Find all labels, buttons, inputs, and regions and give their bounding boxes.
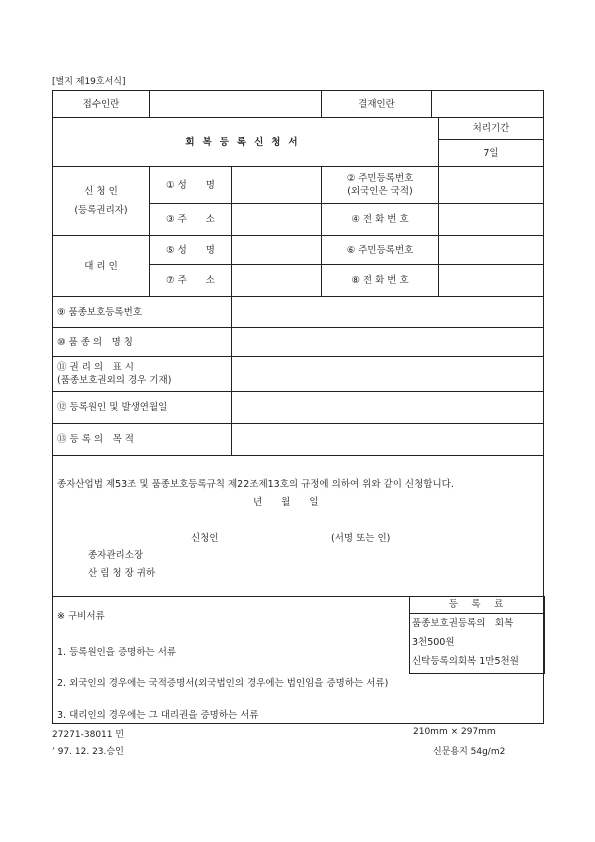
agent-address-label: ⑦ 주 소 bbox=[150, 265, 232, 297]
reg-purpose-label: ⑬ 등 록 의 목 적 bbox=[53, 424, 232, 456]
fee-line-2: 3천500원 bbox=[412, 637, 455, 648]
reg-cause-field[interactable] bbox=[232, 392, 544, 424]
receipt-label: 접수인란 bbox=[53, 91, 150, 118]
applicant-id-label bbox=[322, 167, 439, 204]
agent-address-field[interactable] bbox=[232, 265, 322, 297]
applicant-section bbox=[53, 167, 150, 236]
reg-cause-label: ⑫ 등록원인 및 발생연월일 bbox=[53, 392, 232, 424]
right-display-label-text: ⑪ 권 리 의 표 시 bbox=[57, 362, 134, 373]
applicant-address-field[interactable] bbox=[232, 204, 322, 236]
processing-value: 7일 bbox=[439, 140, 544, 167]
applicant-phone-label: ④ 전 화 번 호 bbox=[322, 204, 439, 236]
declaration-date: 년 월 일 bbox=[253, 497, 319, 508]
approval-field[interactable] bbox=[432, 91, 544, 118]
form-title: 회복등록신청서 bbox=[53, 118, 439, 167]
fee-box bbox=[409, 596, 545, 674]
fee-line-3: 신탁등록의회복 1만5천원 bbox=[412, 656, 519, 667]
reg-purpose-field[interactable] bbox=[232, 424, 544, 456]
declaration-block bbox=[53, 456, 544, 597]
applicant-phone-field[interactable] bbox=[439, 204, 544, 236]
application-form bbox=[52, 90, 544, 724]
documents-header: ※ 구비서류 bbox=[57, 611, 105, 622]
fee-line-1: 품종보호권등록의 회복 bbox=[412, 618, 514, 629]
receipt-field[interactable] bbox=[150, 91, 322, 118]
footer-paper: 신문용지 54g/m2 bbox=[433, 747, 506, 757]
right-display-label bbox=[53, 357, 232, 392]
agent-phone-label: ⑧ 전 화 번 호 bbox=[322, 265, 439, 297]
agent-id-field[interactable] bbox=[439, 236, 544, 265]
footer-approval: ’ 97. 12. 23.승인 bbox=[52, 747, 124, 757]
recipient-seed-center: 종자관리소장 bbox=[88, 550, 144, 561]
reg-no-label: ⑨ 품종보호등록번호 bbox=[53, 297, 232, 328]
agent-name-field[interactable] bbox=[232, 236, 322, 265]
agent-id-label: ⑥ 주민등록번호 bbox=[322, 236, 439, 265]
processing-label: 처리기간 bbox=[439, 118, 544, 140]
applicant-section-sub: (등록권리자) bbox=[74, 205, 128, 216]
applicant-id-label-text: ② 주민등록번호 bbox=[346, 173, 414, 184]
applicant-id-sub: (외국인은 국적) bbox=[347, 186, 413, 197]
documents-block bbox=[53, 597, 544, 724]
document-item-3: 3. 대리인의 경우에는 그 대리권을 증명하는 서류 bbox=[57, 710, 259, 721]
applicant-id-field[interactable] bbox=[439, 167, 544, 204]
applicant-name-field[interactable] bbox=[232, 167, 322, 204]
agent-name-label: ⑤ 성 명 bbox=[150, 236, 232, 265]
variety-name-field[interactable] bbox=[232, 328, 544, 357]
right-display-sub: (품종보호권외의 경우 기재) bbox=[57, 375, 172, 386]
form-number: [별지 제19호서식] bbox=[52, 77, 126, 87]
agent-section-label: 대 리 인 bbox=[53, 236, 150, 297]
declaration-text: 종자산업법 제53조 및 품종보호등록규칙 제22조제13호의 규정에 의하여 위와 같이 신청합니다. bbox=[57, 479, 454, 490]
approval-label: 결재인란 bbox=[322, 91, 432, 118]
document-item-1: 1. 등록원인을 증명하는 서류 bbox=[57, 647, 177, 658]
sign-or-seal-label: (서명 또는 인) bbox=[331, 533, 391, 544]
variety-name-label: ⑩ 품 종 의 명 칭 bbox=[53, 328, 232, 357]
applicant-address-label: ③ 주 소 bbox=[150, 204, 232, 236]
footer-size: 210mm × 297mm bbox=[413, 727, 496, 737]
applicant-name-label: ① 성 명 bbox=[150, 167, 232, 204]
footer-code: 27271-38011 민 bbox=[52, 730, 125, 740]
reg-no-field[interactable] bbox=[232, 297, 544, 328]
applicant-sign-label: 신청인 bbox=[191, 533, 219, 544]
right-display-field[interactable] bbox=[232, 357, 544, 392]
fee-header: 등 록 료 bbox=[410, 597, 544, 614]
document-item-2: 2. 외국인의 경우에는 국적증명서(외국법인의 경우에는 법인임을 증명하는 서류) bbox=[57, 678, 389, 689]
recipient-forest-service: 산 림 청 장 귀하 bbox=[88, 568, 156, 579]
applicant-section-label: 신 청 인 bbox=[84, 186, 118, 197]
agent-phone-field[interactable] bbox=[439, 265, 544, 297]
